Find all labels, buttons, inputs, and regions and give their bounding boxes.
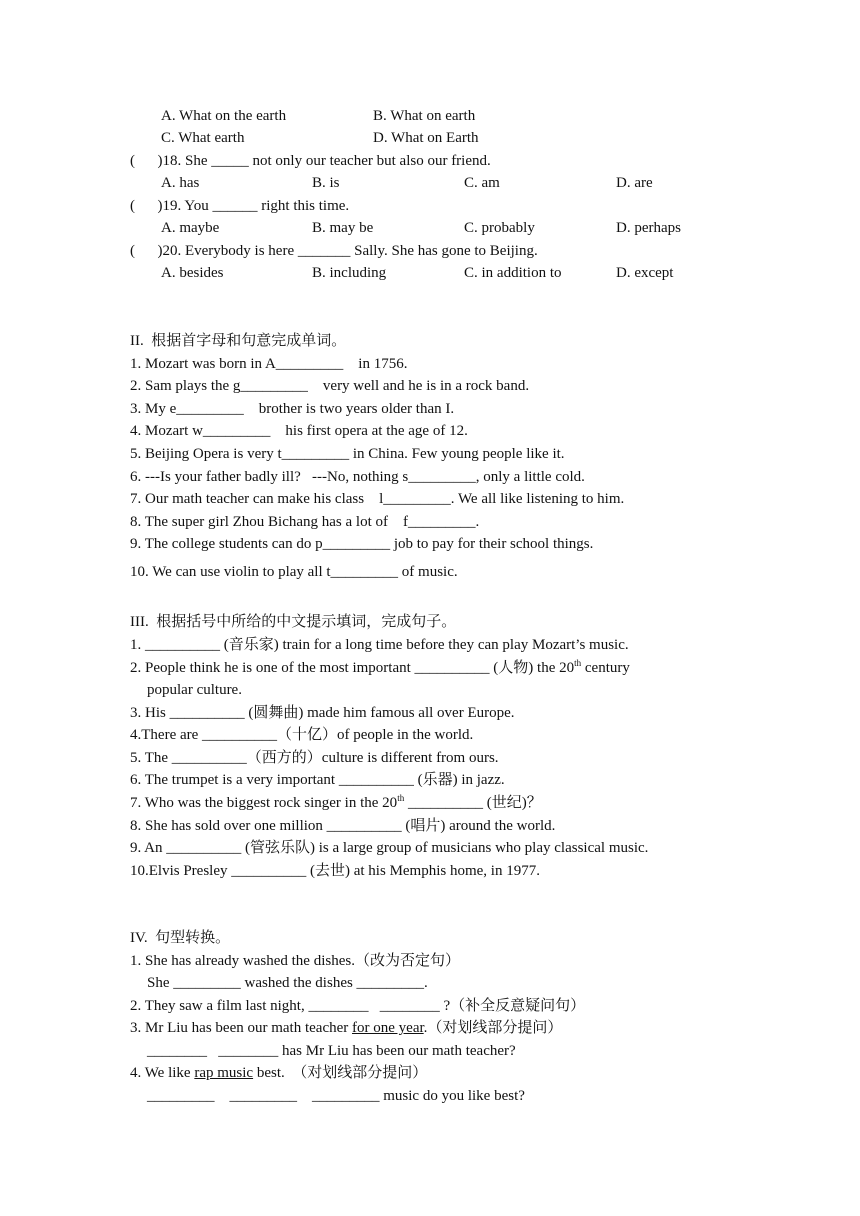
p3-item-9: 9. An __________ (管弦乐队) is a large group of musicians who play classical music. — [130, 840, 649, 856]
p4-item-2: 2. They saw a film last night, ________ ________ ?（补全反意疑问句） — [130, 998, 586, 1014]
p3-item-2-cont: popular culture. — [147, 682, 242, 698]
p2-item-1: 1. Mozart was born in A_________ in 1756. — [130, 356, 408, 372]
q20-option-b: B. including — [312, 265, 387, 281]
p4-item-4-answer: _________ _________ _________ music do you like best? — [147, 1088, 525, 1104]
q17-option-b: B. What on earth — [373, 108, 476, 124]
p3-item-2: 2. People think he is one of the most important __________ (人物) the 20th century — [130, 658, 630, 676]
underlined-phrase: rap music — [194, 1065, 254, 1081]
p2-item-5: 5. Beijing Opera is very t_________ in China. Few young people like it. — [130, 446, 565, 462]
question-20: ( )20. Everybody is here _______ Sally. She has gone to Beijing. — [130, 243, 538, 259]
p2-item-10: 10. We can use violin to play all t_________ of music. — [130, 564, 458, 580]
question-18: ( )18. She _____ not only our teacher but also our friend. — [130, 153, 491, 169]
q19-option-a: A. maybe — [161, 220, 220, 236]
q20-option-d: D. except — [616, 265, 674, 281]
q20-option-c: C. in addition to — [464, 265, 562, 281]
p2-item-7: 7. Our math teacher can make his class l_________. We all like listening to him. — [130, 491, 625, 507]
p3-item-3: 3. His __________ (圆舞曲) made him famous all over Europe. — [130, 705, 515, 721]
q18-option-b: B. is — [312, 175, 340, 191]
p4-item-3: 3. Mr Liu has been our math teacher for one year.（对划线部分提问） — [130, 1020, 563, 1036]
underlined-phrase: for one year — [352, 1020, 424, 1036]
p3-item-8: 8. She has sold over one million __________ (唱片) around the world. — [130, 818, 556, 834]
q17-option-c: C. What earth — [161, 130, 245, 146]
section-2-heading: II. 根据首字母和句意完成单词。 — [130, 333, 347, 349]
q19-option-d: D. perhaps — [616, 220, 681, 236]
p3-item-4: 4.There are __________（十亿）of people in the world. — [130, 727, 474, 743]
p3-item-10: 10.Elvis Presley __________ (去世) at his Memphis home, in 1977. — [130, 863, 540, 879]
q18-option-d: D. are — [616, 175, 653, 191]
q17-option-d: D. What on Earth — [373, 130, 479, 146]
p2-item-4: 4. Mozart w_________ his first opera at the age of 12. — [130, 423, 468, 439]
p2-item-3: 3. My e_________ brother is two years older than I. — [130, 401, 455, 417]
p4-item-3-answer: ________ ________ has Mr Liu has been our math teacher? — [147, 1043, 516, 1059]
section-4-heading: IV. 句型转换。 — [130, 930, 231, 946]
q19-option-c: C. probably — [464, 220, 535, 236]
q17-option-a: A. What on the earth — [161, 108, 287, 124]
section-3-heading: III. 根据括号中所给的中文提示填词，完成句子。 — [130, 614, 457, 630]
q18-option-c: C. am — [464, 175, 500, 191]
p2-item-2: 2. Sam plays the g_________ very well and he is in a rock band. — [130, 378, 530, 394]
p2-item-8: 8. The super girl Zhou Bichang has a lot of f_________. — [130, 514, 480, 530]
p2-item-6: 6. ---Is your father badly ill? ---No, nothing s_________, only a little cold. — [130, 469, 585, 485]
q20-option-a: A. besides — [161, 265, 224, 281]
p3-item-6: 6. The trumpet is a very important __________ (乐器) in jazz. — [130, 772, 505, 788]
p2-item-9: 9. The college students can do p_________ job to pay for their school things. — [130, 536, 594, 552]
p4-item-1: 1. She has already washed the dishes.（改为否定句） — [130, 953, 460, 969]
p4-item-1-answer: She _________ washed the dishes _________. — [147, 975, 428, 991]
q18-option-a: A. has — [161, 175, 200, 191]
p3-item-7: 7. Who was the biggest rock singer in the 20th __________ (世纪)？ — [130, 793, 542, 811]
p4-item-4: 4. We like rap music best. （对划线部分提问） — [130, 1065, 428, 1081]
p3-item-1: 1. __________ (音乐家) train for a long time before they can play Mozart’s music. — [130, 637, 629, 653]
q19-option-b: B. may be — [312, 220, 374, 236]
p3-item-5: 5. The __________（西方的）culture is different from ours. — [130, 750, 499, 766]
question-19: ( )19. You ______ right this time. — [130, 198, 350, 214]
